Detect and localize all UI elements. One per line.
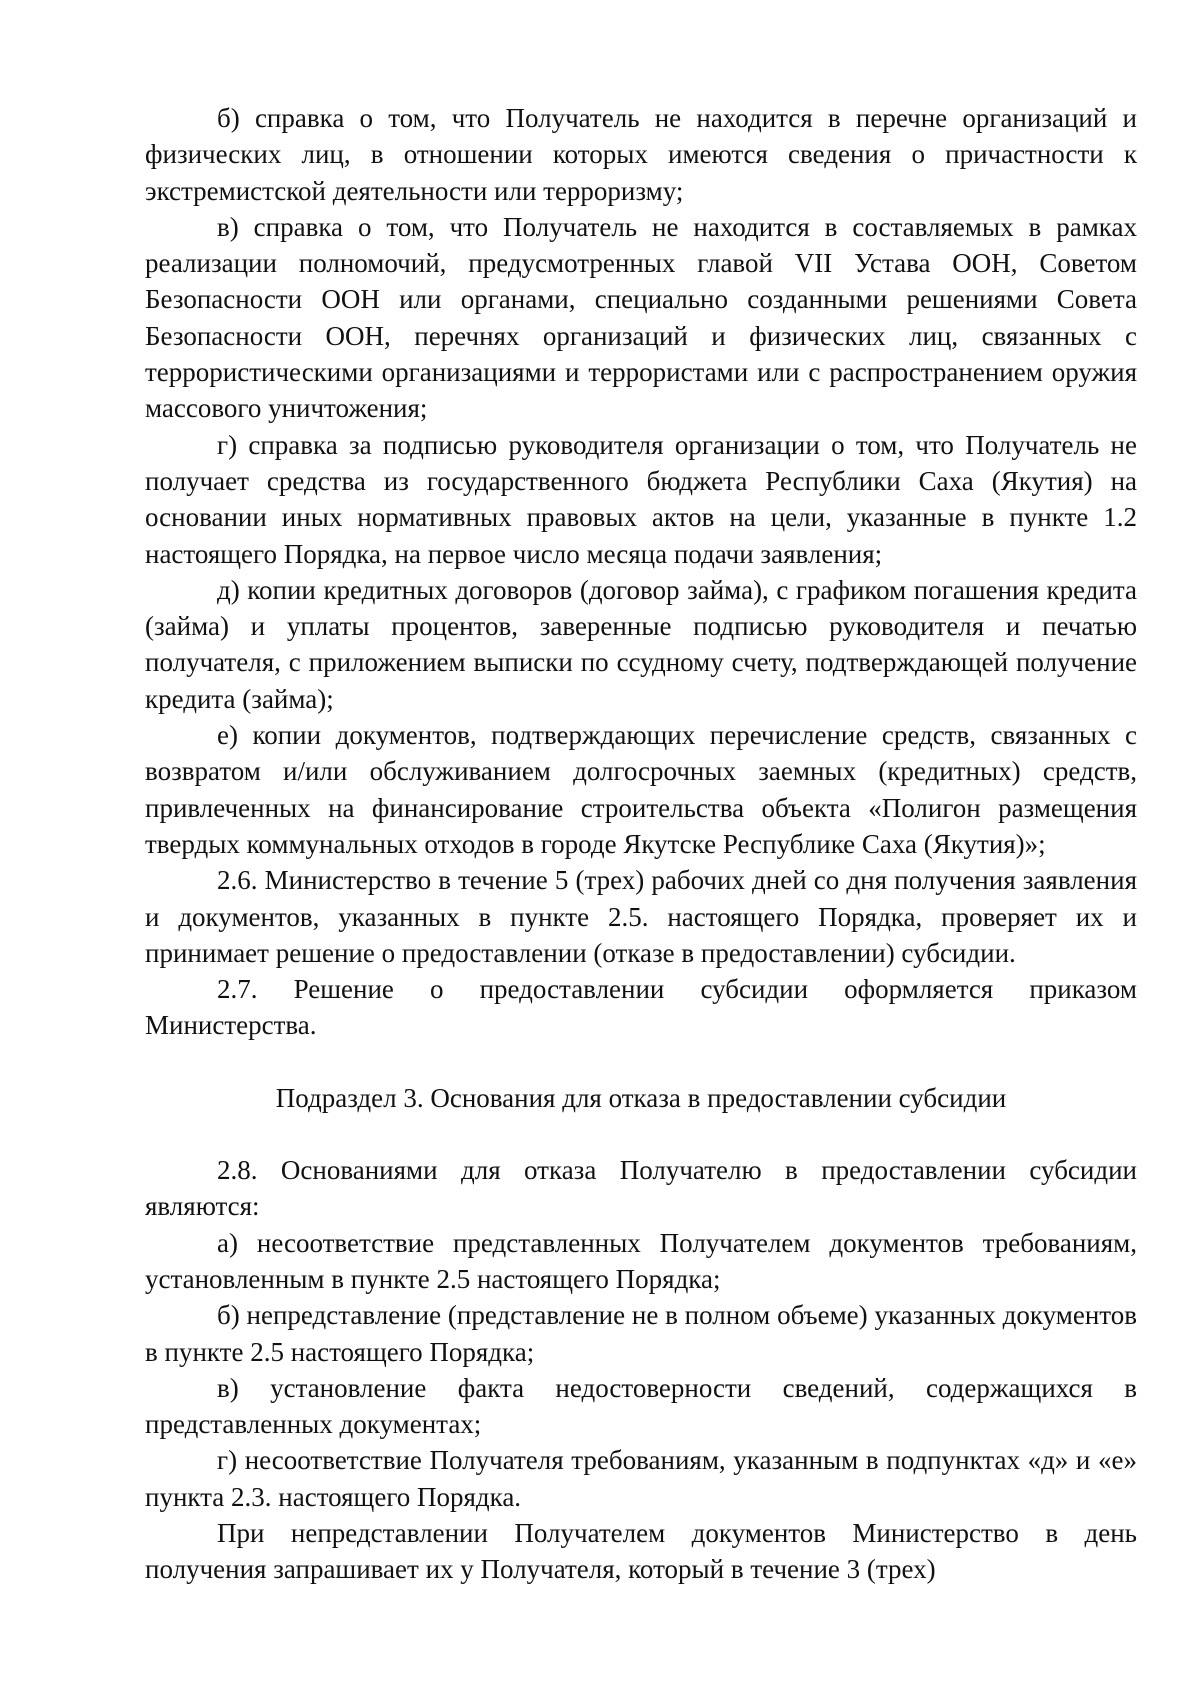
paragraph-2-6-review: 2.6. Министерство в течение 5 (трех) рабочих дней со дня получения заявления и документов, указанных в пункте 2.5. настоящего Порядка, проверяет их и принимает решение о предоставлении (отказе в предоставлении) субсидии. bbox=[145, 865, 1137, 968]
paragraph-a-nonconformity: а) несоответствие представленных Получателем документов требованиям, установленным в пункте 2.5 настоящего Порядка; bbox=[145, 1227, 1137, 1294]
document-page bbox=[145, 100, 1137, 1588]
paragraph-v-false-information: в) установление факта недостоверности сведений, содержащихся в представленных документах; bbox=[145, 1372, 1137, 1440]
paragraph-b-extremism-certificate: б) справка о том, что Получатель не находится в перечне организаций и физических лиц, в отношении которых имеются сведения о причастности к экстремистской деятельности или терроризму; bbox=[145, 103, 1137, 206]
section-heading: Подраздел 3. Основания для отказа в предоставлении субсидии bbox=[275, 1082, 1007, 1113]
paragraph-b-nonsubmission: б) непредставление (представление не в полном объеме) указанных документов в пункте 2.5 настоящего Порядка; bbox=[145, 1300, 1137, 1367]
paragraph-2-8-grounds: 2.8. Основаниями для отказа Получателю в предоставлении субсидии являются: bbox=[145, 1155, 1137, 1222]
paragraph-g-requirements-mismatch: г) несоответствие Получателя требованиям, указанным в подпунктах «д» и «е» пункта 2.3. настоящего Порядка. bbox=[145, 1445, 1137, 1512]
paragraph-d-credit-agreements: д) копии кредитных договоров (договор займа), с графиком погашения кредита (займа) и уплаты процентов, заверенные подписью руководителя и печатью получателя, с приложением выписки по ссудному счету, подтверждающей получение кредита (займа); bbox=[145, 574, 1137, 714]
paragraph-missing-documents-request: При непредставлении Получателем документов Министерство в день получения запрашивает их у Получателя, который в течение 3 (трех) bbox=[145, 1517, 1137, 1585]
paragraph-2-7-decision: 2.7. Решение о предоставлении субсидии оформляется приказом Министерства. bbox=[145, 974, 1137, 1041]
paragraph-v-un-list-certificate: в) справка о том, что Получатель не находится в составляемых в рамках реализации полномочий, предусмотренных главой VII Устава ООН, Советом Безопасности ООН или органами, специально созданными решениями Совета Безопасности ООН, перечнях организаций и физических лиц, связанных с террористическими организациями и террористами или с распространением оружия массового уничтожения; bbox=[145, 211, 1137, 424]
paragraph-g-budget-certificate: г) справка за подписью руководителя организации о том, что Получатель не получает средства из государственного бюджета Республики Саха (Якутия) на основании иных нормативных правовых актов на цели, указанные в пункте 1.2 настоящего Порядка, на первое число месяца подачи заявления; bbox=[145, 429, 1137, 569]
paragraph-e-payment-documents: е) копии документов, подтверждающих перечисление средств, связанных с возвратом и/или обслуживанием долгосрочных заемных (кредитных) средств, привлеченных на финансирование строительства объекта «Полигон размещения твердых коммунальных отходов в городе Якутске Республике Саха (Якутия)»; bbox=[145, 720, 1137, 859]
